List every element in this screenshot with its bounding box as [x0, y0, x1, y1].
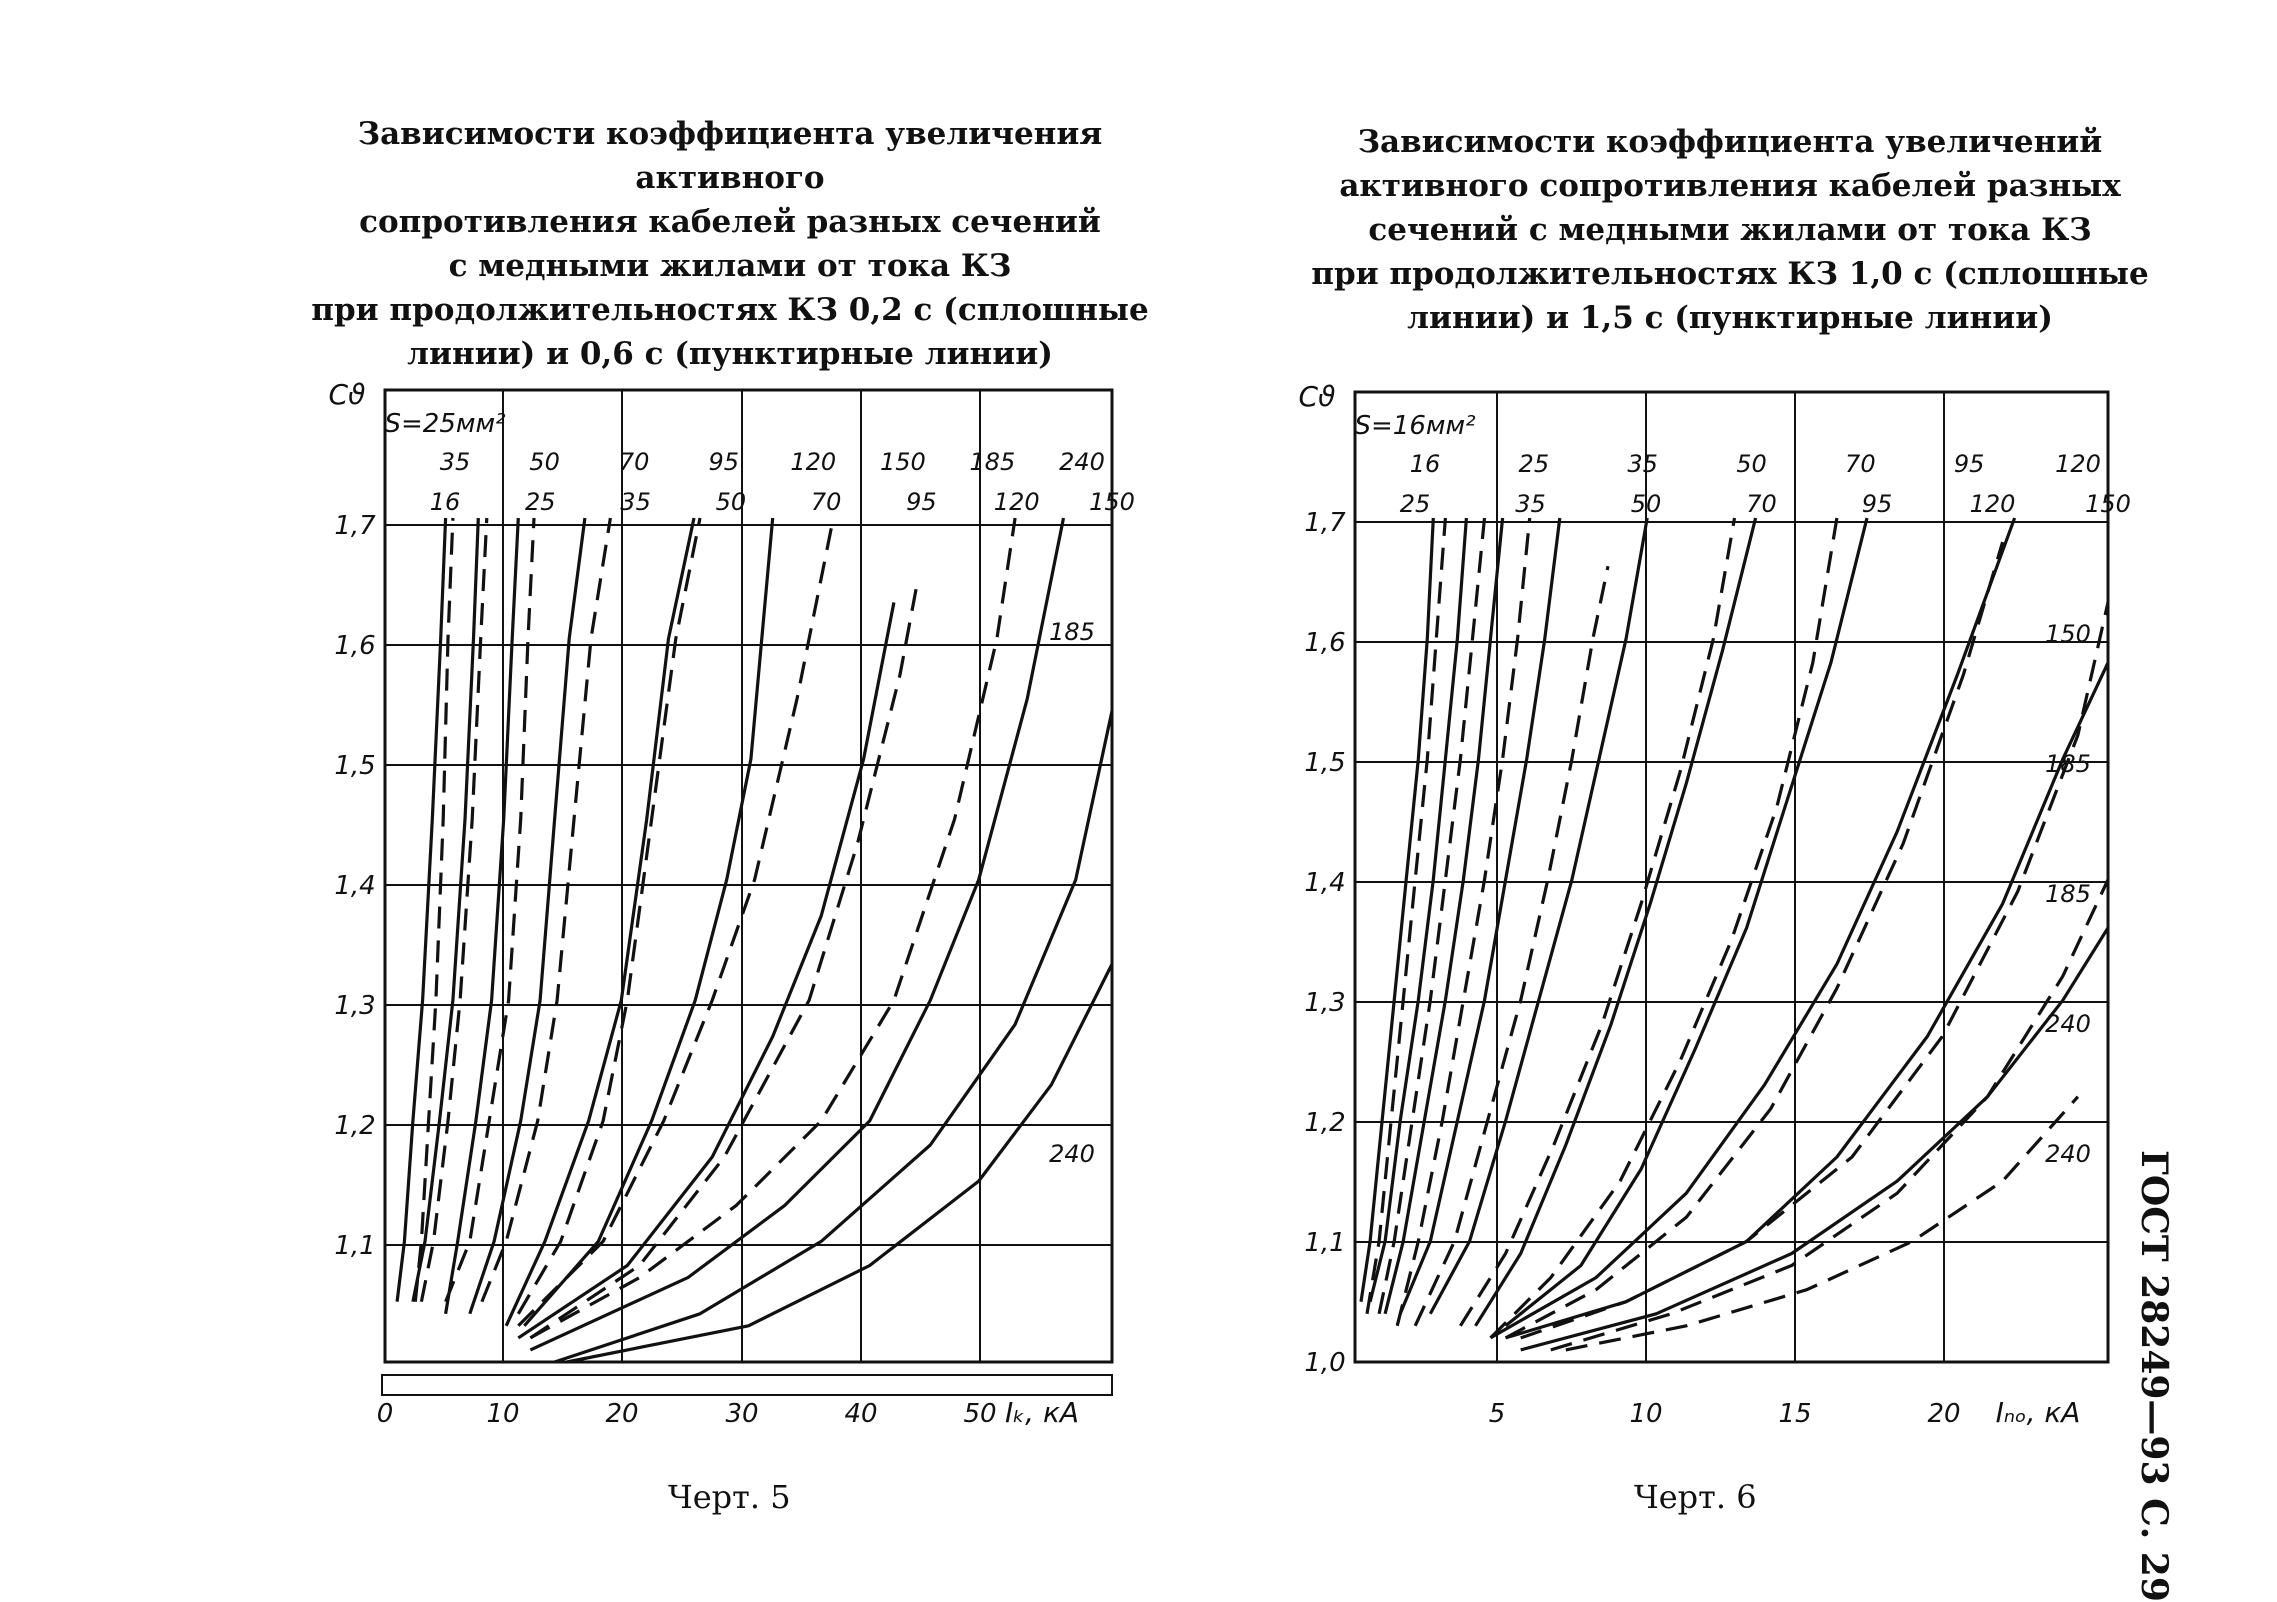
chart5-caption: Черт. 5 [668, 1478, 791, 1516]
chart5-curve-label: 35 [620, 488, 651, 516]
chart6-curve-label-right: 185 [2045, 750, 2091, 778]
chart5-curve-label: 70 [618, 448, 650, 476]
chart6-y-tick-label: 1,2 [1304, 1108, 1346, 1138]
chart5-curve-label-right: 240 [1049, 1140, 1095, 1168]
chart6-y-tick-label: 1,5 [1304, 748, 1346, 778]
chart5-x-tick-label: 40 [844, 1399, 878, 1429]
chart6-title-line: при продолжительностях КЗ 1,0 с (сплошные [1311, 256, 2149, 292]
chart6-series-solid-16 [1361, 518, 1433, 1302]
chart5-curve-label: 35 [439, 448, 471, 476]
chart5-curve-label: 95 [906, 488, 937, 516]
chart5-x-axis-label: Iₖ, кА [1004, 1396, 1080, 1429]
chart6-series-solid-150 [1491, 518, 2015, 1338]
chart5-series-solid-70 [506, 518, 694, 1326]
chart6-y-tick-label: 1,7 [1304, 508, 1346, 538]
chart5-curve-label: 95 [708, 448, 739, 476]
chart6-y-axis-label: Cϑ [1298, 380, 1336, 413]
chart6-curve-label: 35 [1515, 490, 1546, 518]
chart5-curve-label: 25 [525, 488, 556, 516]
chart5-series-dashed-16 [415, 518, 453, 1302]
chart6-plot [1355, 392, 2108, 1362]
chart6-x-tick-label: 10 [1629, 1399, 1663, 1429]
chart6-curve-label: 35 [1627, 450, 1658, 478]
chart5-y-tick-label: 1,7 [334, 511, 376, 541]
chart6-frame [1355, 392, 2108, 1362]
chart6-curve-label: 50 [1736, 450, 1767, 478]
chart5-curve-label: 50 [715, 488, 747, 516]
chart6-title-line: сечений с медными жилами от тока КЗ [1368, 212, 2092, 248]
chart5-curve-label: 150 [879, 448, 926, 476]
gost-page-label: ГОСТ 28249—93 С. 29 [2133, 1150, 2175, 1602]
chart5-y-tick-label: 1,6 [334, 631, 376, 661]
chart5-curve-label: 50 [529, 448, 560, 476]
chart6-y-tick-label: 1,0 [1304, 1348, 1346, 1378]
chart6-y-tick-label: 1,1 [1304, 1228, 1346, 1258]
chart5-series-solid-240 [567, 964, 1112, 1362]
chart6-curve-label-right: 240 [2045, 1010, 2091, 1038]
chart6-curve-label: 25 [1518, 450, 1550, 478]
chart5-series-solid-185 [555, 711, 1112, 1362]
chart6-series-solid-25 [1370, 518, 1466, 1302]
chart5-title-line: сопротивления кабелей разных сечений [359, 204, 1101, 240]
chart5-series-dashed-120 [530, 578, 918, 1338]
chart6-curve-label-right: 150 [2045, 620, 2091, 648]
chart6-series-solid-50 [1400, 518, 1560, 1314]
chart6-series-dashed-16 [1367, 518, 1445, 1314]
chart5-y-tick-label: 1,1 [334, 1231, 376, 1261]
chart5-y-tick-label: 1,3 [334, 991, 376, 1021]
chart6-curve-label: 120 [2055, 450, 2101, 478]
chart5-curve-label: 120 [993, 488, 1040, 516]
chart5-x-tick-label: 10 [486, 1399, 520, 1429]
chart6-curve-label: 150 [2085, 490, 2131, 518]
chart6-series-dashed-35 [1397, 518, 1530, 1326]
chart5-axis-break [382, 1375, 1112, 1395]
chart6-curve-label: 95 [1953, 450, 1985, 478]
chart5-curve-label: 150 [1089, 488, 1135, 516]
chart6-curve-label: 16 [1409, 450, 1441, 478]
chart5-x-tick-label: 30 [725, 1399, 759, 1429]
chart6-x-tick-label: 15 [1778, 1399, 1812, 1429]
chart6-title-line: Зависимости коэффициента увеличений [1357, 124, 2103, 160]
chart5-title-line: Зависимости коэффициента увеличения активного [357, 116, 1103, 196]
chart6-y-tick-label: 1,6 [1304, 628, 1346, 658]
chart6-title-line: активного сопротивления кабелей разных [1339, 168, 2121, 204]
chart6-curve-label-right: 240 [2045, 1140, 2091, 1168]
chart6-curve-label: 70 [1845, 450, 1876, 478]
chart6-curve-label: 50 [1630, 490, 1662, 518]
chart5-series-solid-25 [413, 518, 478, 1302]
chart5-curve-label: 16 [429, 488, 461, 516]
chart5-curve-label: 120 [790, 448, 837, 476]
chart6-x-tick-label: 20 [1927, 1399, 1961, 1429]
chart5-plot [385, 390, 1112, 1362]
chart6-curve-label-right: 185 [2045, 880, 2091, 908]
chart5-curve-label-right: 185 [1049, 618, 1095, 646]
chart6-legend-label: S=16мм² [1354, 411, 1476, 441]
chart5-legend-label: S=25мм² [384, 409, 506, 439]
chart6-curve-label: 120 [1969, 490, 2016, 518]
chart5-title-line: с медными жилами от тока КЗ [448, 248, 1012, 284]
chart5-frame [385, 390, 1112, 1362]
chart6-x-tick-label: 5 [1488, 1399, 1506, 1429]
chart5-y-axis-label: Cϑ [328, 378, 366, 411]
chart6-series-dashed-70 [1460, 518, 1734, 1326]
chart5-axis-break-band [382, 1375, 1112, 1395]
chart6-curve-label: 25 [1399, 490, 1431, 518]
chart6-caption: Черт. 6 [1634, 1478, 1757, 1516]
chart5-x-tick-label: 0 [376, 1399, 394, 1429]
chart5-y-tick-label: 1,5 [334, 751, 376, 781]
chart5-curve-label: 70 [810, 488, 842, 516]
chart6-series-dashed-120 [1506, 542, 2003, 1338]
chart6-y-tick-label: 1,3 [1304, 988, 1346, 1018]
chart6-y-tick-label: 1,4 [1304, 868, 1346, 898]
chart6-curve-label: 70 [1746, 490, 1777, 518]
chart5-title-line: при продолжительностях КЗ 0,2 с (сплошные [311, 292, 1149, 328]
chart6-title-line: линии) и 1,5 с (пунктирные линии) [1407, 300, 2053, 336]
chart5-curve-label: 240 [1059, 448, 1105, 476]
chart6-series-solid-185 [1506, 663, 2108, 1338]
chart5-y-tick-label: 1,2 [334, 1111, 376, 1141]
chart6-curve-label: 95 [1861, 490, 1893, 518]
chart5-y-tick-label: 1,4 [334, 871, 376, 901]
chart5-curve-label: 185 [969, 448, 1016, 476]
chart5-series-solid-50 [470, 518, 585, 1314]
chart6-x-axis-label: Iₙₒ, кА [1995, 1396, 2081, 1429]
chart5-title-line: линии) и 0,6 с (пунктирные линии) [407, 336, 1053, 372]
chart5-x-tick-label: 20 [605, 1399, 639, 1429]
chart5-x-tick-label: 50 [963, 1399, 997, 1429]
